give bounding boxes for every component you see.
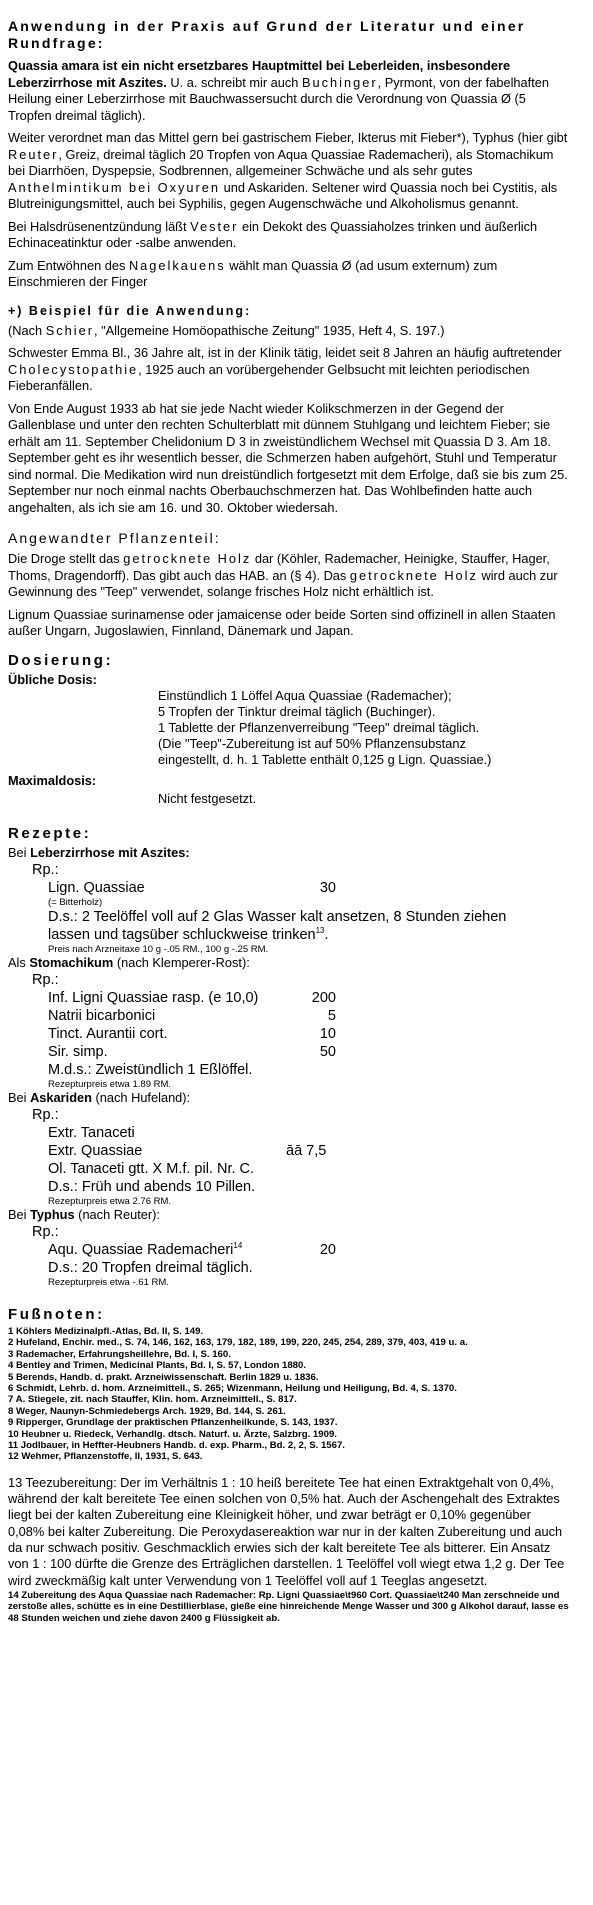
- footnote-teezubereitung: 13 Teezubereitung: Der im Verhältnis 1 : 10 heiß bereitete Tee hat einen Extraktgehalt von 0,4%, während der kalt bereitete Tee einen solchen von 0,5% hat. Auch der Aschengehalt des Extraktes liegt bei der kalten Zubereitung eine Kleinigkeit höher, und zwar beträgt er 0,10% gegenüber 0,08% bei kalter Zubereitung. Die Peroxydasereaktion war nur in der kalten Zubereitung und auch da nur schwach positiv. Geschmacklich erwies sich der kalt bereitete Tee als bitterer. Ein Ansatz von 1 : 100 dürfte die Grenze des Erträglichen darstellen. 1 Teelöffel voll wiegt etwa 1,2 g. Der Tee wird zweckmäßig kalt unter Verwendung von 1 Teelöffel voll auf 1 Teeglas angesetzt.: [8, 1474, 565, 1588]
- spaced-term: Anthelmintikum bei Oxyuren: [8, 179, 221, 195]
- text-run: Bei: [8, 1090, 31, 1106]
- paragraph-halsdruesen: [8, 219, 569, 252]
- paragraph-offizinell: Lignum Quassiae surinamense oder jamaicense oder beide Sorten sind offizinell in allen Staaten außer Ungarn, Jugoslawien, Finnland, Dänemark und Japan.: [8, 606, 556, 638]
- spaced-name: Schier: [45, 322, 94, 338]
- spaced-term: getrocknete Holz: [123, 551, 252, 566]
- section-heading-beispiel: +) Beispiel für die Anwendung:: [8, 303, 252, 318]
- paragraph-verlauf: Von Ende August 1933 ab hat sie jede Nacht wieder Kolikschmerzen in der Gegend der Gallenblase und unter den rechten Schulterblatt mit dünnem Stuhlgang und leichtem Fieber; sie erhält am 11. September Chelidonium D 3 in zweistündlichem Wechsel mit Quassia D 3. Am 18. September geht es ihr wesentlich besser, die Schmerzen haben aufgehört, Stuhl und Temperatur sind normal. Die Medikation wird nun dreistündlich fortgesetzt mit dem Erfolge, daß sie bis zum 25. September nur noch einmal nachts Oberbauchschmerzen hat. Das Wohlbefinden hatte auch angehalten, als ich sie am 16. und 30. Oktober wiedersah.: [8, 400, 568, 515]
- recipe-title: [8, 1090, 569, 1106]
- spaced-term: Cholecystopathie: [8, 361, 139, 377]
- text-run: , "Allgemeine Homöopathische Zeitung" 1935, Heft 4, S. 197.): [93, 322, 445, 338]
- recipe-indication: Askariden: [30, 1090, 92, 1106]
- recipe-title: [8, 955, 569, 971]
- ingredient-name: Extr. Tanaceti: [48, 1125, 135, 1142]
- text-run: und Askariden. Seltener wird Quassia noch bei Cystitis, als Blutreinigungsmittel, auch bei Syphilis, gegen Augenschwäche und Alkoholismus genannt.: [8, 179, 558, 211]
- footnote-item: 2 Hufeland, Enchir. med., S. 74, 146, 162, 163, 179, 182, 189, 199, 220, 245, 254, 289, 379, 403, 419 u. a.: [8, 1337, 468, 1349]
- text-run: , Pyrmont, von der fabelhaften Heilung einer Leberzirrhose mit Bauchwassersucht durch die Verordnung von Quassia Ø (5 Tropfen dreimal täglich).: [8, 74, 550, 123]
- ingredient-name: Sir. simp.: [48, 1044, 108, 1061]
- text-run: Die Droge stellt das: [8, 551, 124, 566]
- ingredient-amount: 20: [319, 1242, 336, 1259]
- label-maximaldosis: Maximaldosis:: [8, 772, 97, 788]
- paragraph-droge: [8, 551, 569, 601]
- footnote-item: 5 Berends, Handb. d. prakt. Arzneiwissenschaft. Berlin 1829 u. 1836.: [8, 1371, 319, 1383]
- recipe-leberzirrhose: [8, 845, 569, 955]
- recipe-title: [8, 1207, 569, 1223]
- text-run: Bei: [8, 1207, 31, 1223]
- recipe-title: [8, 845, 569, 861]
- footnote-item: 11 Jodlbauer, in Heffter-Heubners Handb. d. exp. Pharm., Bd. 2, 2, S. 1567.: [8, 1440, 345, 1452]
- section-heading-pflanzenteil: Angewandter Pflanzenteil:: [8, 530, 221, 546]
- ingredient-amount: 50: [319, 1044, 336, 1061]
- text-run: Schwester Emma Bl., 36 Jahre alt, ist in der Klinik tätig, leidet seit 8 Jahren an häufig auftretender: [8, 345, 562, 360]
- ingredient-row: [48, 1124, 569, 1142]
- text-run: Weiter verordnet man das Mittel gern bei gastrischem Fieber, Ikterus mit Fieber*), Typhus (hier gibt: [8, 130, 568, 145]
- paragraph-quassia-hauptmittel: [8, 58, 569, 124]
- dose-line: eingestellt, d. h. 1 Tablette enthält 0,125 g Lign. Quassiae.): [158, 752, 492, 768]
- spaced-name: Vester: [190, 218, 239, 234]
- text-run: D.s.: 2 Teelöffel voll auf 2 Glas Wasser kalt ansetzen, 8 Stunden ziehen lassen und tagsüber schluckweise trinken: [48, 909, 507, 944]
- footnote-item: 6 Schmidt, Lehrb. d. hom. Arzneimittell., S. 265; Wizenmann, Heilung und Heiligung, Bd. 4, S. 1370.: [8, 1383, 457, 1395]
- ingredient-amount: āā 7,5: [286, 1143, 327, 1160]
- text-run: dar (Köhler, Rademacher, Heinigke, Stauffer, Hager, Thoms, Dragendorff). Das gibt auch das HAB. an (§ 4). Das: [8, 551, 550, 583]
- ingredient-row: [48, 1160, 569, 1178]
- footnote-item: 3 Rademacher, Erfahrungsheillehre, Bd. I, S. 160.: [8, 1348, 231, 1360]
- text-run: (nach Reuter):: [74, 1207, 160, 1223]
- text-run: , Greiz, dreimal täglich 20 Tropfen von Aqua Quassiae Rademacheri), als Stomachikum bei Diarrhöen, Dyspepsie, Sodbrennen, allgemeiner Schwäche und als sehr gutes: [8, 146, 554, 178]
- dose-lines: [158, 688, 569, 769]
- text-run: wird auch zur Gewinnung des "Teep" verwendet, solange frisches Holz nicht erhältlich ist.: [8, 567, 558, 599]
- footnote-item: 9 Ripperger, Grundlage der praktischen Pflanzenheilkunde, S. 143, 1937.: [8, 1417, 338, 1429]
- ingredient-name: [48, 1241, 286, 1259]
- dose-line: 5 Tropfen der Tinktur dreimal täglich (Buchinger).: [158, 703, 436, 719]
- ingredient-name: Ol. Tanaceti gtt. X M.f. pil. Nr. C.: [48, 1161, 255, 1178]
- footnote-item: 12 Wehmer, Pflanzenstoffe, II, 1931, S. 643.: [8, 1451, 203, 1463]
- spaced-name: Reuter: [8, 146, 59, 162]
- maximaldosis-value: Nicht festgesetzt.: [158, 790, 257, 806]
- recipe-typhus: [8, 1207, 569, 1288]
- ingredient-row: [48, 1007, 569, 1025]
- footnote-ref: 13: [315, 926, 325, 936]
- text-run: (nach Klemperer-Rost):: [113, 955, 250, 971]
- ingredient-name: Lign. Quassiae: [48, 880, 145, 897]
- ingredient-name: Extr. Quassiae: [48, 1143, 143, 1160]
- text-run: Bei: [8, 845, 31, 861]
- section-heading-dosierung: Dosierung:: [8, 651, 114, 669]
- price-note: Rezepturpreis etwa 2.76 RM.: [48, 1196, 172, 1208]
- rp-label: Rp.:: [32, 972, 59, 989]
- text-run: Aqu. Quassiae Rademacheri: [48, 1242, 234, 1259]
- text-run: ein Dekokt des Quassiaholzes trinken und äußerlich Echinaceatinktur oder -salbe anwenden.: [8, 218, 538, 250]
- footnote-item: 7 A. Stiegele, zit. nach Stauffer, Klin. hom. Arzneimittell., S. 817.: [8, 1394, 297, 1406]
- section-heading-anwendung: Anwendung in der Praxis auf Grund der Literatur und einer Rundfrage:: [8, 18, 526, 51]
- ingredient-note: (= Bitterholz): [48, 897, 103, 909]
- section-heading-rezepte: Rezepte:: [8, 825, 92, 843]
- price-note: Rezepturpreis etwa 1.89 RM.: [48, 1079, 172, 1091]
- rp-label: Rp.:: [32, 1107, 59, 1124]
- text-run: , 1925 auch an vorübergehender Gelbsucht mit leichten periodischen Fieberanfällen.: [8, 361, 530, 393]
- signatur: M.d.s.: Zweistündlich 1 Eßlöffel.: [48, 1062, 253, 1079]
- text-run: Zum Entwöhnen des: [8, 257, 129, 273]
- text-run: .: [324, 927, 329, 944]
- rp-label: Rp.:: [32, 862, 59, 879]
- ingredient-row: [48, 1025, 569, 1043]
- ingredient-row: [48, 989, 569, 1007]
- text-run: (nach Hufeland):: [91, 1090, 191, 1106]
- label-uebliche-dosis: Übliche Dosis:: [8, 671, 97, 687]
- price-note: Preis nach Arzneitaxe 10 g -.05 RM., 100 g -.25 RM.: [48, 944, 269, 956]
- spaced-term: Nagelkauens: [128, 257, 226, 273]
- text-run: wählt man Quassia Ø (ad usum externum) zum Einschmieren der Finger: [8, 257, 498, 289]
- ingredient-amount: 30: [319, 880, 336, 897]
- ingredient-row: [48, 1241, 569, 1259]
- dose-line: Einstündlich 1 Löffel Aqua Quassiae (Rademacher);: [158, 687, 452, 703]
- footnote-item: 10 Heubner u. Riedeck, Verhandlg. dtsch. Naturf. u. Ärzte, Salzbrg. 1909.: [8, 1428, 337, 1440]
- signatur: [48, 908, 569, 944]
- price-note: Rezepturpreis etwa -.61 RM.: [48, 1277, 169, 1289]
- ingredient-name: Tinct. Aurantii cort.: [48, 1026, 168, 1043]
- ingredient-amount: 200: [311, 990, 336, 1007]
- paragraph-verordnung: [8, 130, 569, 213]
- recipe-askariden: [8, 1090, 569, 1207]
- dose-line: 1 Tablette der Pflanzenverreibung "Teep" dreimal täglich.: [158, 719, 480, 735]
- recipe-indication: Stomachikum: [29, 955, 114, 971]
- footnote-item: 4 Bentley and Trimen, Medicinal Plants, Bd. I, S. 57, London 1880.: [8, 1360, 307, 1372]
- ingredient-amount: 5: [327, 1008, 336, 1025]
- ingredient-amount: 10: [319, 1026, 336, 1043]
- ingredient-name: Natrii bicarbonici: [48, 1008, 156, 1025]
- section-heading-fussnoten: Fußnoten:: [8, 1306, 105, 1324]
- text-run: U. a. schreibt mir auch: [166, 74, 302, 90]
- footnote-aqua-quassiae: 14 Zubereitung des Aqua Quassiae nach Rademacher: Rp. Ligni Quassiae\t960 Cort. Quassiae\t240 Man zerschneide und zerstoße alles, schütte es in eine Destillierblase, gieße eine hinreichende Menge Wasser und 300 g Alkohol darauf, lasse es 48 Stunden weichen und ziehe davon 2400 g Flüssigkeit ab.: [8, 1589, 569, 1624]
- paragraph-nagelkauen: [8, 258, 569, 291]
- signatur: D.s.: Früh und abends 10 Pillen.: [48, 1179, 256, 1196]
- footnote-item: 1 Köhlers Medizinalpfl.-Atlas, Bd. II, S. 149.: [8, 1326, 204, 1338]
- emphasis-text: Quassia amara ist ein nicht ersetzbares Hauptmittel bei Leberleiden, insbesondere Leberzirrhose mit Aszites.: [8, 58, 511, 90]
- text-run: Als: [8, 955, 30, 971]
- spaced-name: Buchinger: [301, 74, 378, 90]
- ingredient-row: [48, 1043, 569, 1061]
- footnote-item: 8 Weger, Naunyn-Schmiedebergs Arch. 1929, Bd. 144, S. 261.: [8, 1405, 286, 1417]
- footnote-list: [8, 1326, 569, 1463]
- recipe-indication: Leberzirrhose mit Aszites:: [30, 845, 190, 861]
- ingredient-row: [48, 1142, 569, 1160]
- text-run: Bei Halsdrüsenentzündung läßt: [8, 218, 191, 234]
- dose-line: (Die "Teep"-Zubereitung ist auf 50% Pflanzensubstanz: [158, 736, 466, 752]
- spaced-term: getrocknete Holz: [349, 567, 478, 583]
- ingredient-name: Inf. Ligni Quassiae rasp. (e 10,0): [48, 990, 259, 1007]
- paragraph-fall-schwester: [8, 345, 569, 395]
- paragraph-quelle: [8, 323, 569, 340]
- ingredient-row: [48, 879, 569, 897]
- recipe-stomachikum: [8, 955, 569, 1090]
- signatur: D.s.: 20 Tropfen dreimal täglich.: [48, 1260, 253, 1277]
- text-run: (Nach: [8, 322, 46, 338]
- footnote-ref: 14: [233, 1241, 243, 1251]
- rp-label: Rp.:: [32, 1224, 59, 1241]
- recipe-indication: Typhus: [30, 1207, 75, 1223]
